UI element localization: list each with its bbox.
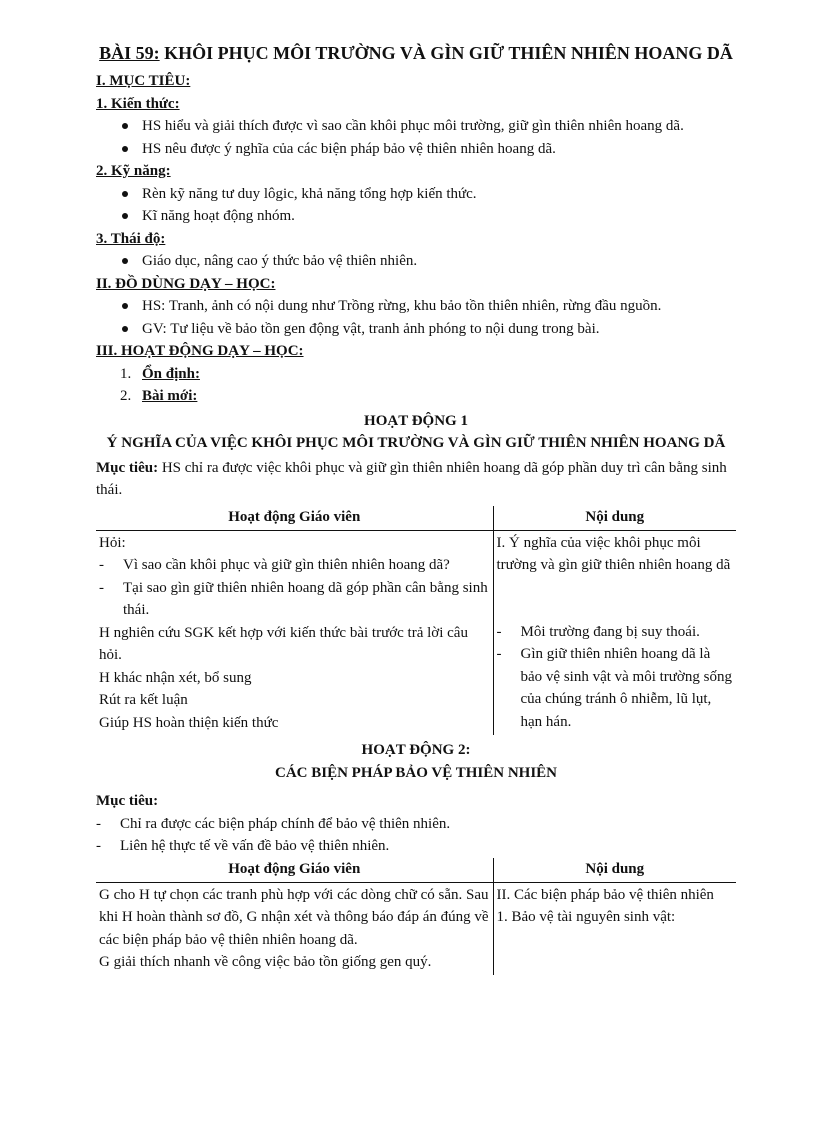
column-header-content: Nội dung (493, 858, 736, 883)
goal-text: HS chỉ ra được việc khôi phục và giữ gìn thiên nhiên hoang dã góp phần duy trì cân bằng sinh thái. (96, 459, 727, 498)
list-item: Rèn kỹ năng tư duy lôgic, khả năng tổng hợp kiến thức. (120, 183, 736, 206)
knowledge-list (96, 115, 736, 160)
activity1-label: HOẠT ĐỘNG 1 (364, 412, 468, 429)
list-item: HS nêu được ý nghĩa của các biện pháp bảo vệ thiên nhiên hoang dã. (120, 138, 736, 161)
list-item: HS hiểu và giải thích được vì sao cần khôi phục môi trường, giữ gìn thiên nhiên hoang dã. (120, 115, 736, 138)
list-item: HS: Tranh, ảnh có nội dung như Trồng rừng, khu bảo tồn thiên nhiên, rừng đầu nguồn. (120, 295, 736, 318)
activities-steps (96, 363, 736, 408)
table-row (96, 530, 736, 735)
teacher-line: G giải thích nhanh về công việc bảo tồn giống gen quý. (99, 954, 432, 970)
content-cell: I. Ý nghĩa của việc khôi phục môi trường và gìn giữ thiên nhiên hoang dã - Môi trường đang bị suy thoái. - Gìn giữ thiên nhiên hoang dã là bảo vệ sinh vật và môi trường sống của chúng tránh ô nhiễm, lũ lụt, hạn hán. (493, 530, 736, 735)
column-header-teacher: Hoạt động Giáo viên (96, 506, 493, 531)
content-cell (493, 882, 736, 975)
lesson-title-text: KHÔI PHỤC MÔI TRƯỜNG VÀ GÌN GIỮ THIÊN NHIÊN HOANG DÃ (159, 43, 733, 63)
section-activities-heading: III. HOẠT ĐỘNG DẠY – HỌC: (96, 343, 304, 359)
goal-item: Chỉ ra được các biện pháp chính để bảo vệ thiên nhiên. (120, 815, 451, 832)
document-page: BÀI 59: KHÔI PHỤC MÔI TRƯỜNG VÀ GÌN GIỮ THIÊN NHIÊN HOANG DÃ I. MỤC TIÊU: 1. Kiến thức: HS hiểu và giải thích được vì sao cần khôi phục môi trường, giữ gìn thiên nhiên hoang dã. HS nêu được ý nghĩa của các biện pháp bảo vệ thiên nhiên hoang dã. 2. Kỹ năng: Rèn kỹ năng tư duy lôgic, khả năng tổng hợp kiến thức. Kĩ năng hoạt động nhóm. 3. Thái độ: Giáo dục, nâng cao ý thức bảo vệ thiên nhiên. II. ĐỒ DÙNG DẠY – HỌC: HS: Tranh, ảnh có nội dung như Trồng rừng, khu bảo tồn thiên nhiên, rừng đầu nguồn. GV: Tư liệu về bảo tồn gen động vật, tranh ảnh phóng to nội dung trong bài. III. HOẠT ĐỘNG DẠY – HỌC: 1. Ổn định: 2. Bài mới: HOẠT ĐỘNG 1 Ý NGHĨA CỦA VIỆC KHÔI PHỤC MÔI TRƯỜNG VÀ GÌN GIỮ THIÊN NHIÊN HOANG DÃ Mục tiêu: HS chỉ ra được việc khôi phục và giữ gìn thiên nhiên hoang dã góp phần duy trì cân bằng sinh thái. Hoạt động Giáo viên Nội dung Hỏi: - Vì sao cần khôi phục và giữ gìn thiên nhiên hoang dã? - Tại sao gìn giữ thiên nhiên hoang dã góp phần cân bằng sinh thái. H nghiên cứu SGK kết hợp với kiến thức bài trước trả lời câu hỏi. H khác nhận xét, bổ sung Rút ra kết luận Giúp HS hoàn thiện kiến thức I. Ý nghĩa của việc khôi phục môi trường và gìn giữ thiên nhiên hoang dã - Môi trường đang bị suy thoái. - Gìn giữ thiên nhiên hoang dã là bảo vệ sinh vật và môi trường sống của chúng tránh ô nhiễm, lũ lụt, hạn hán. HOẠT ĐỘNG 2: CÁC BIỆN PHÁP BẢO VỆ THIÊN NHIÊN Mục tiêu: - Chỉ ra được các biện pháp chính để bảo vệ thiên nhiên. - Liên hệ thực tế về vấn đề bảo vệ thiên nhiên. Hoạt động Giáo viên Nội dung G cho H tự chọn các tranh phù hợp với các dòng chữ có sẵn. Sau khi H hoàn thành sơ đồ, G nhận xét và thông báo đáp án đúng về các biện pháp bảo vệ thiên nhiên hoang dã. G giải thích nhanh về công việc bảo tồn giống gen quý. II. Các biện pháp bảo vệ thiên nhiên 1. Bảo vệ tài nguyên sinh vật: (96, 38, 736, 975)
content-line: 1. Bảo vệ tài nguyên sinh vật: (496, 909, 676, 925)
activity1-table (96, 506, 736, 736)
goal-item: Liên hệ thực tế về vấn đề bảo vệ thiên nhiên. (120, 838, 390, 854)
teacher-line: H khác nhận xét, bổ sung (99, 669, 252, 686)
question-item: Vì sao cần khôi phục và giữ gìn thiên nhiên hoang dã? (123, 557, 450, 573)
teacher-line: Giúp HS hoàn thiện kiến thức (99, 714, 279, 731)
skills-heading: 2. Kỹ năng: (96, 163, 171, 179)
teacher-cell (96, 882, 493, 975)
activity2-label: HOẠT ĐỘNG 2: (361, 742, 471, 758)
materials-list (96, 295, 736, 340)
list-item: GV: Tư liệu về bảo tồn gen động vật, tranh ảnh phóng to nội dung trong bài. (120, 318, 736, 341)
activity2-table (96, 858, 736, 975)
section-objectives-heading: I. MỤC TIÊU: (96, 73, 191, 89)
step-item: 1. Ổn định: (120, 365, 200, 382)
step-item: 2. Bài mới: (120, 388, 198, 404)
teacher-line: H nghiên cứu SGK kết hợp với kiến thức bài trước trả lời câu hỏi. (99, 624, 468, 663)
lesson-title (96, 38, 736, 68)
activity2-title: CÁC BIỆN PHÁP BẢO VỆ THIÊN NHIÊN (275, 764, 557, 781)
list-item: Giáo dục, nâng cao ý thức bảo vệ thiên nhiên. (120, 250, 736, 273)
column-header-content: Nội dung (493, 506, 736, 531)
content-point: Môi trường đang bị suy thoái. (520, 623, 700, 640)
goal-label: Mục tiêu: (96, 793, 159, 809)
section-materials-heading: II. ĐỒ DÙNG DẠY – HỌC: (96, 275, 276, 292)
goal-label: Mục tiêu: (96, 459, 159, 476)
skills-list (96, 183, 736, 228)
teacher-line: Rút ra kết luận (99, 692, 188, 708)
column-header-teacher: Hoạt động Giáo viên (96, 858, 493, 883)
activity1-title: Ý NGHĨA CỦA VIỆC KHÔI PHỤC MÔI TRƯỜNG VÀ GÌN GIỮ THIÊN NHIÊN HOANG DÃ (106, 435, 726, 451)
activity2-goal (96, 790, 736, 813)
table-row (96, 882, 736, 975)
lesson-number: BÀI 59: (99, 43, 160, 63)
list-item: Kĩ năng hoạt động nhóm. (120, 205, 736, 228)
question-item: Tại sao gìn giữ thiên nhiên hoang dã góp phần cân bằng sinh thái. (123, 579, 488, 618)
teacher-line: G cho H tự chọn các tranh phù hợp với các dòng chữ có sẵn. Sau khi H hoàn thành sơ đồ, G nhận xét và thông báo đáp án đúng về các biện pháp bảo vệ thiên nhiên hoang dã. (99, 886, 489, 948)
content-line: II. Các biện pháp bảo vệ thiên nhiên (496, 886, 714, 903)
content-heading: I. Ý nghĩa của việc khôi phục môi trường và gìn giữ thiên nhiên hoang dã (496, 534, 731, 573)
activity1-goal (96, 457, 736, 502)
attitude-list (96, 250, 736, 273)
content-point: Gìn giữ thiên nhiên hoang dã là bảo vệ sinh vật và môi trường sống của chúng tránh ô nhiễm, lũ lụt, hạn hán. (520, 646, 732, 730)
knowledge-heading: 1. Kiến thức: (96, 95, 180, 112)
teacher-cell: Hỏi: - Vì sao cần khôi phục và giữ gìn thiên nhiên hoang dã? - Tại sao gìn giữ thiên nhiên hoang dã góp phần cân bằng sinh thái. H nghiên cứu SGK kết hợp với kiến thức bài trước trả lời câu hỏi. H khác nhận xét, bổ sung Rút ra kết luận Giúp HS hoàn thiện kiến thức (96, 530, 493, 735)
attitude-heading: 3. Thái độ: (96, 230, 166, 247)
